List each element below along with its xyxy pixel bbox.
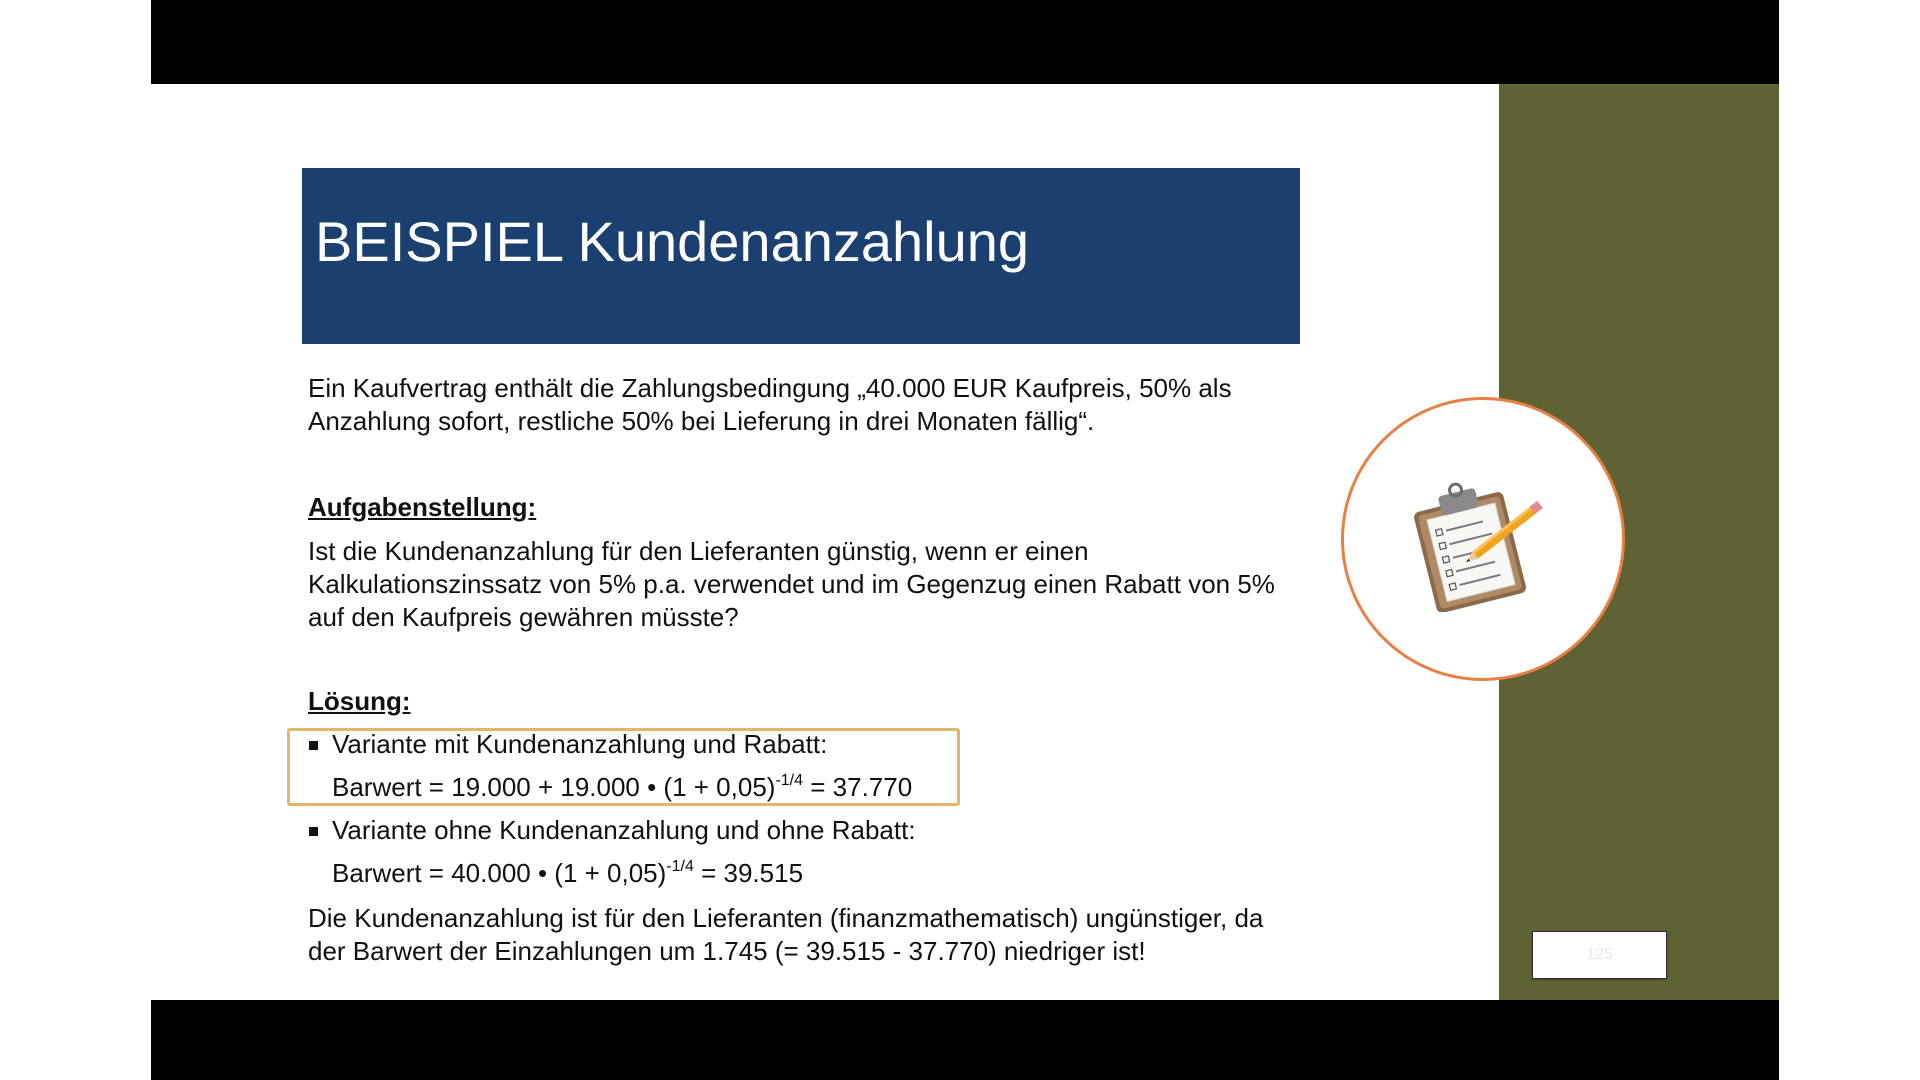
task-paragraph	[308, 535, 1388, 634]
task-line: Kalkulationszinssatz von 5% p.a. verwendet und im Gegenzug einen Rabatt von 5%	[308, 569, 1275, 599]
letterbox-bottom	[151, 1000, 1779, 1080]
task-line: Ist die Kundenanzahlung für den Lieferanten günstig, wenn er einen	[308, 536, 1089, 566]
formula-result: = 39.515	[693, 858, 804, 888]
title-banner	[302, 168, 1300, 344]
letterbox-top	[151, 0, 1779, 84]
variant1-label: Variante mit Kundenanzahlung und Rabatt:	[332, 729, 828, 759]
page-number: 125	[1532, 931, 1667, 979]
formula-main: Barwert = 40.000 • (1 + 0,05)	[332, 858, 667, 888]
conclusion-line: der Barwert der Einzahlungen um 1.745 (= 39.515 - 37.770) niedriger ist!	[308, 936, 1146, 966]
conclusion-paragraph	[308, 902, 1388, 968]
variant1-formula	[332, 772, 912, 803]
variant2-formula	[332, 858, 803, 889]
formula-exponent: -1/4	[666, 858, 694, 875]
slide-title: BEISPIEL Kundenanzahlung	[315, 210, 1030, 273]
illustration-circle	[1341, 397, 1625, 681]
task-line: auf den Kaufpreis gewähren müsste?	[308, 602, 739, 632]
conclusion-line: Die Kundenanzahlung ist für den Lieferanten (finanzmathematisch) ungünstiger, da	[308, 903, 1264, 933]
slide	[151, 84, 1779, 1000]
task-heading: Aufgabenstellung:	[308, 492, 537, 522]
variant2-label: Variante ohne Kundenanzahlung und ohne Rabatt:	[332, 815, 916, 845]
formula-result: = 37.770	[803, 772, 913, 802]
intro-line: Anzahlung sofort, restliche 50% bei Lieferung in drei Monaten fällig“.	[308, 406, 1095, 436]
formula-exponent: -1/4	[775, 772, 804, 789]
clipboard-checklist-pencil-icon	[1402, 472, 1552, 612]
intro-line: Ein Kaufvertrag enthält die Zahlungsbedingung „40.000 EUR Kaufpreis, 50% als	[308, 373, 1232, 403]
solution-heading: Lösung:	[308, 686, 411, 716]
bullet-square-icon	[309, 827, 318, 836]
formula-main: Barwert = 19.000 + 19.000 • (1 + 0,05)	[332, 772, 776, 802]
intro-paragraph	[308, 372, 1358, 438]
bullet-square-icon	[309, 741, 318, 750]
